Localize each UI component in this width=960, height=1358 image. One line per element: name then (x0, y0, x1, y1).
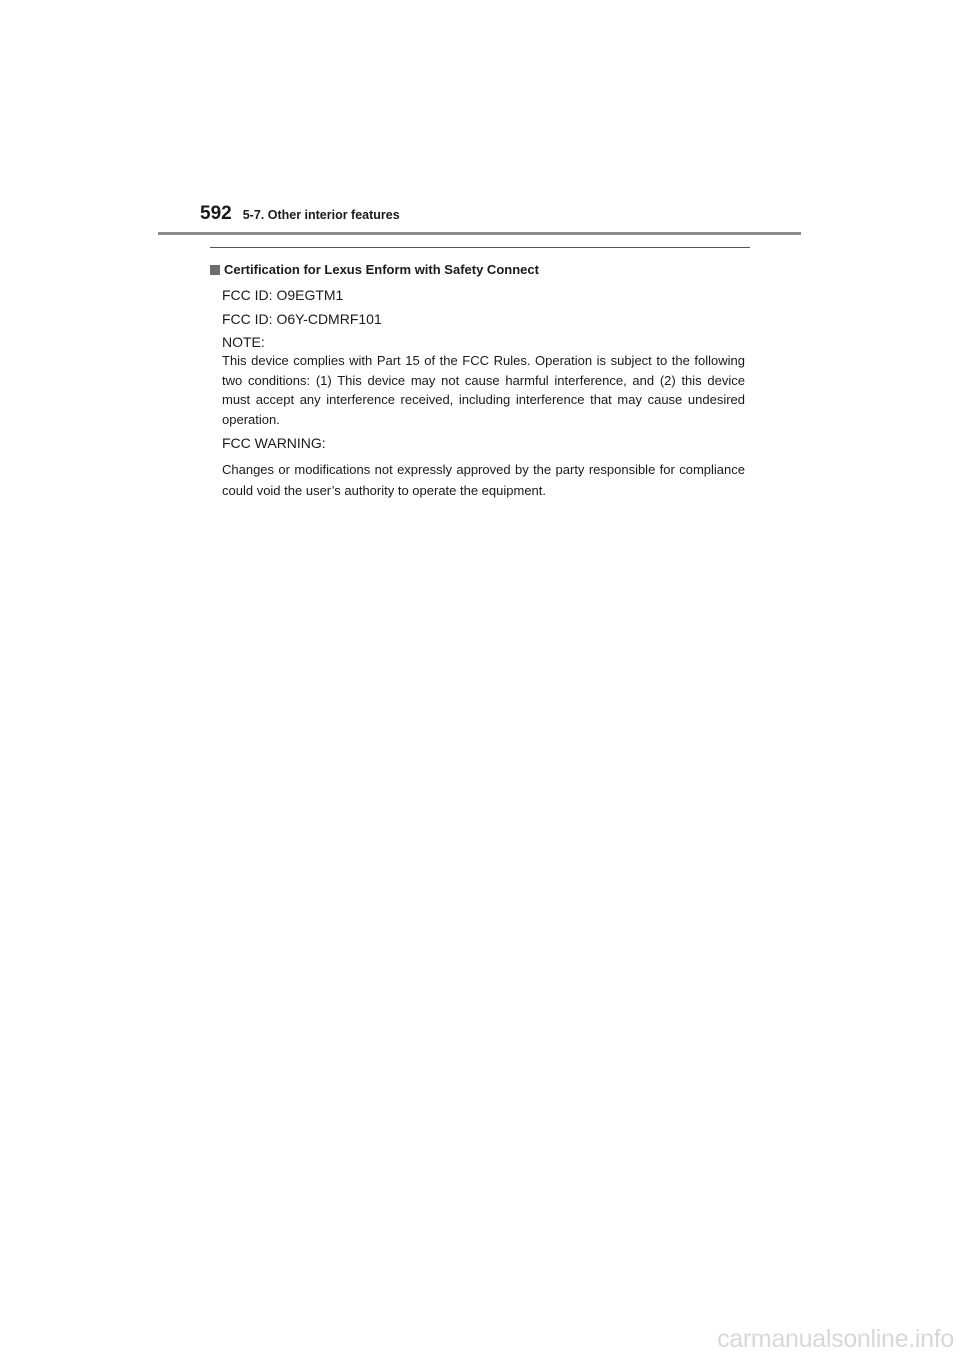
subheading (210, 258, 745, 280)
content-section (210, 258, 745, 501)
page-number: 592 (200, 203, 232, 224)
section-title: 5-7. Other interior features (242, 208, 400, 222)
warning-text: Changes or modifications not expressly approved by the party responsible for compliance could void the user’s authority to operate the equipment. (222, 462, 745, 498)
fcc-id-line: FCC ID: O9EGTM1 (222, 287, 344, 303)
note-text: This device complies with Part 15 of the FCC Rules. Operation is subject to the following two conditions: (1) This device may not cause harmful interference, and (2) this device must accept any interference received, including interference that may cause undesired operation. (222, 353, 745, 427)
content-divider (210, 247, 750, 248)
subheading-text: Certification for Lexus Enform with Safety Connect (224, 261, 539, 277)
page-header (200, 203, 400, 233)
square-bullet-icon (210, 265, 220, 275)
note-label: NOTE: (222, 334, 265, 350)
warning-label: FCC WARNING: (222, 435, 326, 451)
header-divider (158, 232, 801, 235)
watermark: carmanualsonline.info (717, 1325, 954, 1353)
certification-body (210, 286, 745, 501)
fcc-id-line: FCC ID: O6Y-CDMRF101 (222, 311, 382, 327)
